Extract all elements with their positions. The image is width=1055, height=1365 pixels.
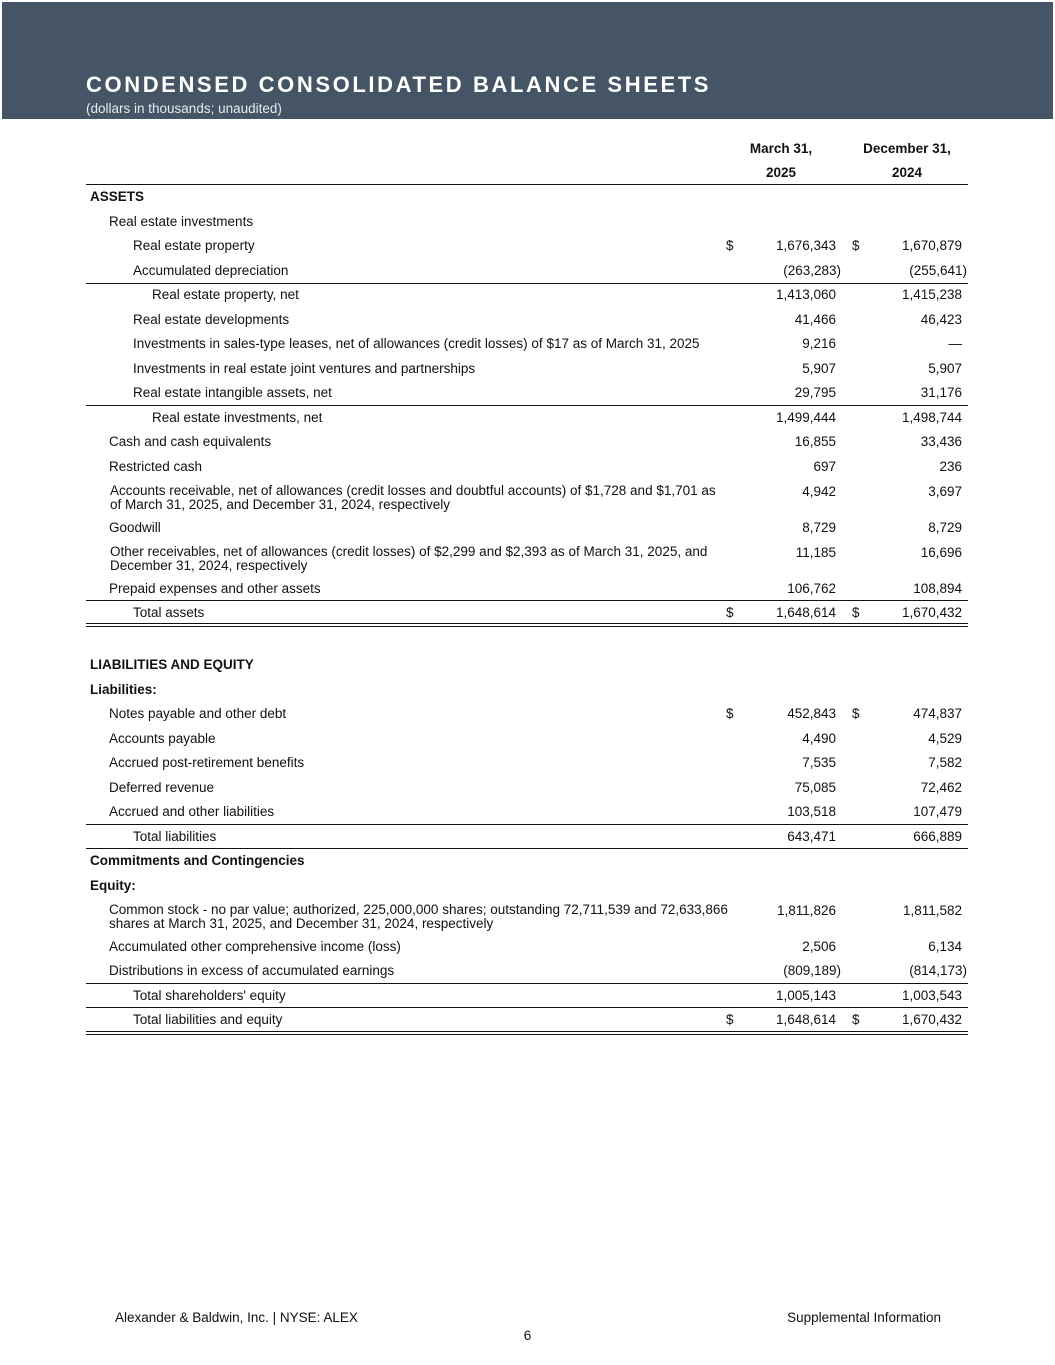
- value-december-2024: —: [948, 336, 962, 351]
- row-cash: [0, 434, 1055, 454]
- row-intangible-assets: [0, 385, 1055, 405]
- value-march-2025: 1,648,614: [775, 605, 836, 620]
- row-goodwill: [0, 520, 1055, 540]
- value-march-2025: 103,518: [787, 804, 836, 819]
- row-label: Accumulated depreciation: [133, 263, 289, 278]
- value-march-2025: (809,189): [783, 963, 841, 978]
- total-double-rule: [86, 623, 968, 627]
- row-total-assets: [0, 605, 1055, 625]
- row-label: Investments in sales-type leases, net of allowances (credit losses) of $17 as of March 31, 2025: [133, 336, 700, 351]
- row-other-receivables: [0, 544, 1055, 573]
- value-march-2025: 4,942: [802, 484, 836, 499]
- row-assets: [0, 189, 1055, 209]
- value-december-2024: 33,436: [920, 434, 962, 449]
- subtotal-rule: [86, 405, 968, 406]
- row-label: Real estate intangible assets, net: [133, 385, 332, 400]
- section-heading: ASSETS: [90, 189, 145, 204]
- subtotal-rule: [86, 600, 968, 601]
- row-label: Deferred revenue: [109, 780, 215, 795]
- row-label: Total liabilities and equity: [133, 1012, 283, 1027]
- col-december-line1: December 31,: [863, 141, 951, 156]
- value-march-2025: 41,466: [794, 312, 836, 327]
- value-december-2024: 16,696: [920, 545, 962, 560]
- row-label: Investments in real estate joint ventures and partnerships: [133, 361, 476, 376]
- value-march-2025: 697: [813, 459, 836, 474]
- dollar-sign: $: [726, 706, 734, 721]
- row-label: Accumulated other comprehensive income (loss): [109, 939, 401, 954]
- dollar-sign: $: [726, 238, 734, 253]
- row-label: Notes payable and other debt: [109, 706, 287, 721]
- row-total-liabilities: [0, 829, 1055, 849]
- value-december-2024: 474,837: [913, 706, 962, 721]
- value-march-2025: 106,762: [787, 581, 836, 596]
- value-december-2024: 4,529: [928, 731, 962, 746]
- row-joint-ventures: [0, 361, 1055, 381]
- value-march-2025: 16,855: [794, 434, 836, 449]
- row-accumulated-depreciation: [0, 263, 1055, 283]
- row-label: Total shareholders' equity: [133, 988, 286, 1003]
- subsection-heading: Equity:: [90, 878, 136, 893]
- row-label: Cash and cash equivalents: [109, 434, 272, 449]
- row-real-estate-property: [0, 238, 1055, 258]
- subtotal-rule: [86, 848, 968, 849]
- value-december-2024: 1,670,432: [901, 605, 962, 620]
- value-march-2025: 643,471: [787, 829, 836, 844]
- value-march-2025: 5,907: [802, 361, 836, 376]
- dollar-sign: $: [852, 1012, 860, 1027]
- subsection-heading: Commitments and Contingencies: [90, 853, 305, 868]
- row-real-estate-property-net: [0, 287, 1055, 307]
- row-total-liabilities-and-equity: [0, 1012, 1055, 1032]
- subtotal-rule: [86, 283, 968, 284]
- row-aoci: [0, 939, 1055, 959]
- value-december-2024: 5,907: [928, 361, 962, 376]
- dollar-sign: $: [852, 238, 860, 253]
- value-december-2024: (255,641): [909, 263, 967, 278]
- row-label: Prepaid expenses and other assets: [109, 581, 321, 596]
- subtotal-rule: [86, 824, 968, 825]
- row-label: Restricted cash: [109, 459, 203, 474]
- row-liabilities-and-equity: [0, 657, 1055, 677]
- page-subtitle: (dollars in thousands; unaudited): [86, 101, 282, 116]
- row-common-stock: [0, 902, 1055, 931]
- value-march-2025: 11,185: [795, 545, 836, 560]
- row-real-estate-investments: [0, 214, 1055, 234]
- value-march-2025: 9,216: [802, 336, 836, 351]
- value-december-2024: 31,176: [920, 385, 962, 400]
- value-march-2025: (263,283): [783, 263, 841, 278]
- section-heading: LIABILITIES AND EQUITY: [90, 657, 254, 672]
- col-march-line2: 2025: [765, 165, 797, 180]
- row-equity-heading: [0, 878, 1055, 898]
- footer-supplemental: Supplemental Information: [787, 1310, 941, 1325]
- row-label: Total assets: [133, 605, 205, 620]
- row-sales-type-leases: [0, 336, 1055, 356]
- value-march-2025: 4,490: [802, 731, 836, 746]
- subtotal-rule: [86, 983, 968, 984]
- row-prepaid-expenses: [0, 581, 1055, 601]
- row-real-estate-developments: [0, 312, 1055, 332]
- row-label: Real estate investments, net: [152, 410, 323, 425]
- value-march-2025: 7,535: [802, 755, 836, 770]
- value-march-2025: 1,413,060: [775, 287, 836, 302]
- dollar-sign: $: [726, 1012, 734, 1027]
- value-december-2024: 46,423: [920, 312, 962, 327]
- row-notes-payable: [0, 706, 1055, 726]
- value-march-2025: 1,648,614: [775, 1012, 836, 1027]
- total-double-rule: [86, 1031, 968, 1035]
- page-number: 6: [523, 1328, 532, 1343]
- value-march-2025: 1,499,444: [775, 410, 836, 425]
- value-december-2024: 1,670,879: [901, 238, 962, 253]
- value-december-2024: (814,173): [909, 963, 967, 978]
- value-december-2024: 1,811,582: [902, 903, 962, 918]
- dollar-sign: $: [852, 605, 860, 620]
- row-label: Accrued post-retirement benefits: [109, 755, 305, 770]
- value-march-2025: 29,795: [794, 385, 836, 400]
- value-march-2025: 8,729: [802, 520, 836, 535]
- value-march-2025: 1,005,143: [775, 988, 836, 1003]
- row-label: Accounts payable: [109, 731, 216, 746]
- header-rule: [86, 184, 968, 185]
- value-december-2024: 1,415,238: [901, 287, 962, 302]
- row-label: Goodwill: [109, 520, 161, 535]
- page-title: CONDENSED CONSOLIDATED BALANCE SHEETS: [86, 72, 712, 97]
- value-december-2024: 236: [939, 459, 962, 474]
- row-accounts-receivable: [0, 483, 1055, 512]
- value-december-2024: 3,697: [928, 484, 962, 499]
- value-december-2024: 7,582: [928, 755, 962, 770]
- value-december-2024: 1,003,543: [901, 988, 962, 1003]
- row-label: Real estate developments: [133, 312, 290, 327]
- value-december-2024: 1,670,432: [901, 1012, 962, 1027]
- value-march-2025: 2,506: [802, 939, 836, 954]
- row-label: Distributions in excess of accumulated earnings: [109, 963, 395, 978]
- value-december-2024: 8,729: [928, 520, 962, 535]
- value-december-2024: 107,479: [913, 804, 962, 819]
- dollar-sign: $: [852, 706, 860, 721]
- row-label: Common stock - no par value; authorized, 225,000,000 shares; outstanding 72,711,539 and 72,633,866 shares at March 31, 2025, and December 31, 2024, respectively: [109, 902, 728, 931]
- col-march-line1: March 31,: [749, 141, 813, 156]
- row-distributions: [0, 963, 1055, 983]
- row-commitments: [0, 853, 1055, 873]
- col-december-line2: 2024: [891, 165, 923, 180]
- dollar-sign: $: [726, 605, 734, 620]
- row-total-shareholders-equity: [0, 988, 1055, 1008]
- value-december-2024: 6,134: [928, 939, 962, 954]
- value-december-2024: 108,894: [913, 581, 962, 596]
- value-december-2024: 666,889: [913, 829, 962, 844]
- row-deferred-revenue: [0, 780, 1055, 800]
- value-december-2024: 1,498,744: [901, 410, 962, 425]
- row-label: Real estate investments: [109, 214, 254, 229]
- row-liabilities-heading: [0, 682, 1055, 702]
- row-label: Real estate property, net: [152, 287, 299, 302]
- value-march-2025: 1,676,343: [775, 238, 836, 253]
- subsection-heading: Liabilities:: [90, 682, 157, 697]
- row-label: Accrued and other liabilities: [109, 804, 275, 819]
- row-restricted-cash: [0, 459, 1055, 479]
- row-post-retirement: [0, 755, 1055, 775]
- row-label: Total liabilities: [133, 829, 217, 844]
- row-label: Real estate property: [133, 238, 255, 253]
- row-accrued-liabilities: [0, 804, 1055, 824]
- value-december-2024: 72,462: [920, 780, 962, 795]
- value-march-2025: 75,085: [794, 780, 836, 795]
- row-real-estate-investments-net: [0, 410, 1055, 430]
- footer-company: Alexander & Baldwin, Inc. | NYSE: ALEX: [115, 1310, 358, 1325]
- value-march-2025: 452,843: [787, 706, 836, 721]
- row-accounts-payable: [0, 731, 1055, 751]
- subtotal-rule: [86, 1007, 968, 1008]
- row-label: Other receivables, net of allowances (credit losses) of $2,299 and $2,393 as of March 31, 2025, and December 31, 2024, respectively: [110, 544, 708, 573]
- row-label: Accounts receivable, net of allowances (credit losses and doubtful accounts) of $1,728 and $1,701 as of March 31, 2025, and December 31, 2024, respectively: [110, 483, 716, 512]
- page-header: [2, 2, 1053, 119]
- value-march-2025: 1,811,826: [776, 903, 836, 918]
